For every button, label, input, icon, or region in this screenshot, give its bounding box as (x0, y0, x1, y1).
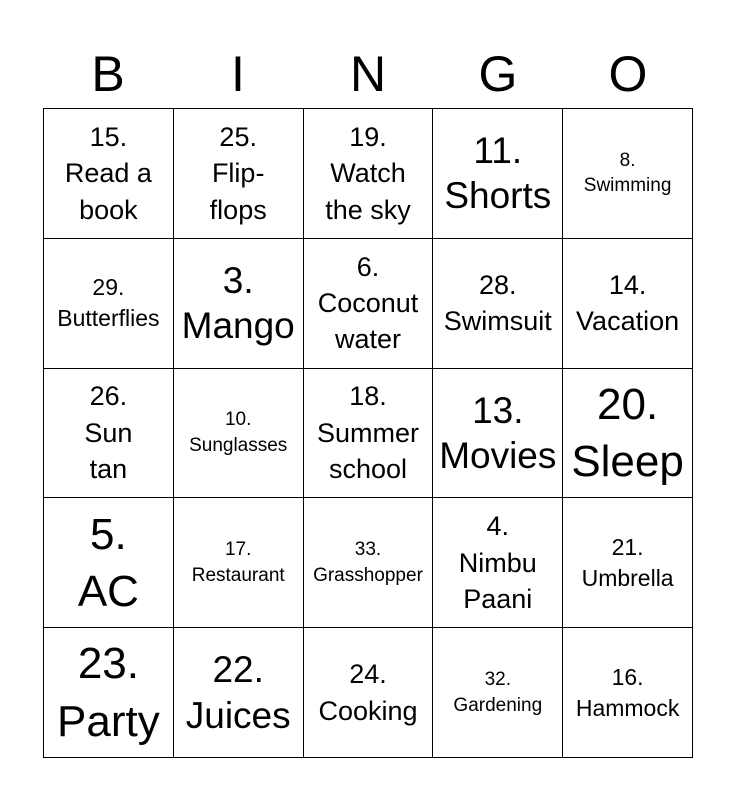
bingo-cell-r4-c5[interactable] (563, 498, 693, 628)
bingo-cell-label: 32. Gardening (453, 668, 543, 716)
bingo-cell-r2-c4[interactable] (433, 239, 563, 369)
bingo-cell-label: 23. Party (57, 639, 160, 746)
bingo-cell-label: 5. AC (77, 509, 139, 616)
bingo-cell-label: 8. Swimming (583, 149, 672, 197)
bingo-cell-r4-c4[interactable] (433, 498, 563, 628)
bingo-cell-r5-c2[interactable] (174, 628, 304, 758)
bingo-cell-r4-c1[interactable] (44, 498, 174, 628)
bingo-cell-label: 11. Shorts (444, 130, 552, 217)
bingo-cell-r5-c1[interactable] (44, 628, 174, 758)
bingo-cell-r1-c4[interactable] (433, 109, 563, 239)
bingo-cell-label: 25. Flip- flops (209, 121, 267, 225)
bingo-cell-label: 20. Sleep (571, 379, 684, 486)
bingo-cell-label: 22. Juices (185, 649, 291, 736)
bingo-cell-r4-c2[interactable] (174, 498, 304, 628)
bingo-cell-label: 21. Umbrella (581, 533, 674, 591)
bingo-cell-r3-c2[interactable] (174, 369, 304, 499)
bingo-cell-r2-c1[interactable] (44, 239, 174, 369)
bingo-cell-label: 33. Grasshopper (313, 539, 423, 586)
bingo-cell-label: 4. Nimbu Paani (458, 511, 537, 614)
bingo-cell-label: 16. Hammock (575, 663, 680, 721)
header-letter-b: B (91, 46, 125, 102)
bingo-cell-r3-c5[interactable] (563, 369, 693, 499)
bingo-cell-r2-c3[interactable] (304, 239, 434, 369)
bingo-cell-r1-c2[interactable] (174, 109, 304, 239)
bingo-cell-label: 14. Vacation (576, 269, 680, 337)
bingo-cell-r1-c1[interactable] (44, 109, 174, 239)
bingo-cell-r5-c4[interactable] (433, 628, 563, 758)
bingo-header (43, 40, 693, 108)
bingo-cell-label: 18. Summer school (316, 381, 419, 485)
bingo-cell-r2-c2[interactable] (174, 239, 304, 369)
bingo-cell-r5-c5[interactable] (563, 628, 693, 758)
bingo-grid (43, 108, 693, 758)
bingo-cell-label: 13. Movies (439, 389, 557, 476)
bingo-cell-label: 17. Restaurant (191, 539, 285, 586)
bingo-cell-r1-c5[interactable] (563, 109, 693, 239)
bingo-cell-label: 26. Sun tan (84, 381, 133, 485)
bingo-cell-r2-c5[interactable] (563, 239, 693, 369)
bingo-cell-label: 28. Swimsuit (443, 269, 552, 337)
header-letter-g: G (478, 46, 518, 102)
bingo-cell-label: 10. Sunglasses (189, 409, 288, 456)
header-letter-o: O (608, 46, 648, 102)
bingo-cell-label: 29. Butterflies (57, 274, 160, 332)
bingo-cell-label: 24. Cooking (318, 659, 418, 726)
bingo-cell-r4-c3[interactable] (304, 498, 434, 628)
bingo-cell-r1-c3[interactable] (304, 109, 434, 239)
header-letter-n: N (349, 46, 387, 102)
bingo-cell-label: 19. Watch the sky (325, 121, 411, 225)
bingo-cell-r5-c3[interactable] (304, 628, 434, 758)
bingo-cell-r3-c3[interactable] (304, 369, 434, 499)
bingo-cell-label: 3. Mango (181, 260, 295, 347)
header-letter-i: I (231, 46, 245, 102)
bingo-cell-r3-c1[interactable] (44, 369, 174, 499)
bingo-cell-label: 15. Read a book (64, 121, 152, 225)
bingo-cell-label: 6. Coconut water (317, 251, 419, 355)
bingo-cell-r3-c4[interactable] (433, 369, 563, 499)
